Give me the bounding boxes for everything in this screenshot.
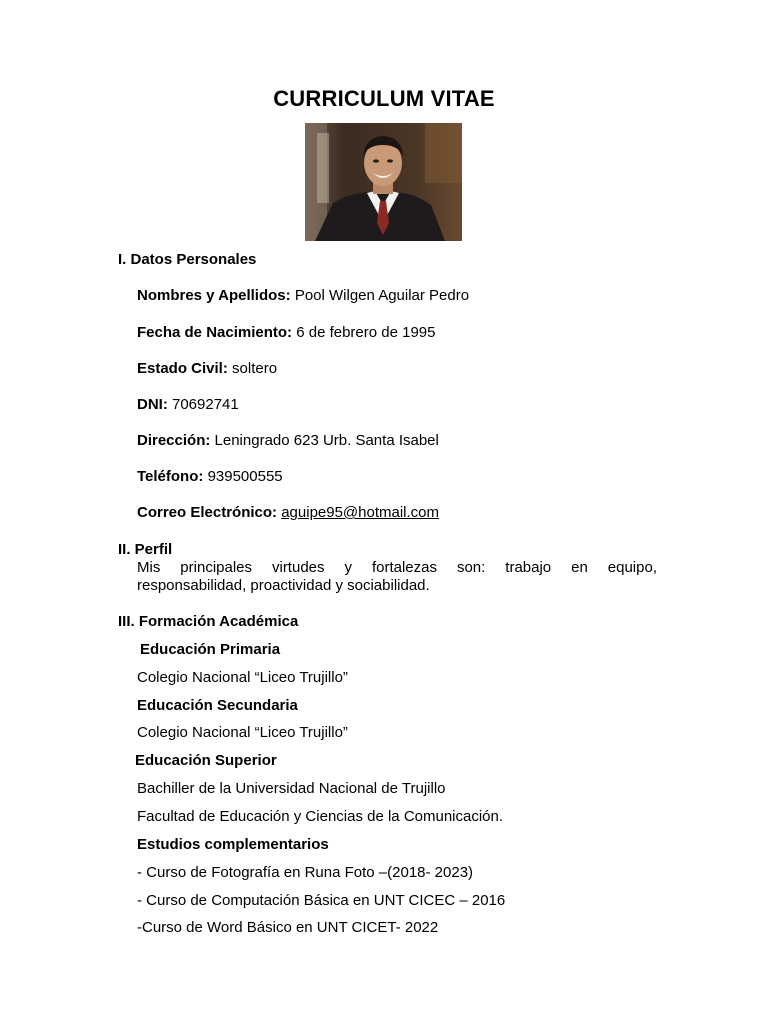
subheading-secundaria: Educación Secundaria <box>137 697 298 714</box>
field-correo <box>137 504 439 522</box>
field-label: Dirección: <box>137 432 211 449</box>
field-nombres <box>137 287 469 305</box>
field-estado-civil <box>137 360 277 378</box>
section-heading-perfil: II. Perfil <box>118 541 173 558</box>
email-link[interactable]: aguipe95@hotmail.com <box>281 504 440 521</box>
page-title: CURRICULUM VITAE <box>273 86 495 111</box>
field-value: 939500555 <box>207 468 283 485</box>
subheading-superior: Educación Superior <box>135 752 277 769</box>
complementario-item: - Curso de Fotografía en Runa Foto –(2018- 2023) <box>137 864 474 881</box>
profile-photo-image <box>305 123 462 241</box>
perfil-line-2: responsabilidad, proactividad y sociabilidad. <box>137 577 430 594</box>
subheading-complementarios: Estudios complementarios <box>137 836 329 853</box>
field-value: soltero <box>232 360 278 377</box>
perfil-paragraph <box>137 559 657 595</box>
subheading-primaria: Educación Primaria <box>140 641 281 658</box>
perfil-line-1: Mis principales virtudes y fortalezas son: trabajo en equipo, <box>137 559 657 576</box>
section-heading-formacion: III. Formación Académica <box>118 613 299 630</box>
field-label: Teléfono: <box>137 468 204 485</box>
field-label: Fecha de Nacimiento: <box>137 324 293 341</box>
primaria-item: Colegio Nacional “Liceo Trujillo” <box>137 669 348 686</box>
complementario-item: -Curso de Word Básico en UNT CICET- 2022 <box>137 919 439 936</box>
field-label: DNI: <box>137 396 168 413</box>
field-value: Leningrado 623 Urb. Santa Isabel <box>214 432 439 449</box>
complementario-item: - Curso de Computación Básica en UNT CICEC – 2016 <box>137 892 506 909</box>
field-label: Estado Civil: <box>137 360 228 377</box>
field-direccion <box>137 432 439 450</box>
field-telefono <box>137 468 283 486</box>
field-label: Nombres y Apellidos: <box>137 287 291 304</box>
profile-photo <box>305 123 462 241</box>
superior-item-2: Facultad de Educación y Ciencias de la Comunicación. <box>137 808 504 825</box>
field-value: 70692741 <box>172 396 239 413</box>
field-fecha-nacimiento <box>137 324 436 342</box>
field-value: Pool Wilgen Aguilar Pedro <box>294 287 470 304</box>
field-label: Correo Electrónico: <box>137 504 278 521</box>
secundaria-item: Colegio Nacional “Liceo Trujillo” <box>137 724 348 741</box>
superior-item-1: Bachiller de la Universidad Nacional de Trujillo <box>137 780 446 797</box>
section-heading-datos-personales: I. Datos Personales <box>118 251 257 268</box>
field-dni <box>137 396 239 414</box>
field-value: 6 de febrero de 1995 <box>296 324 436 341</box>
